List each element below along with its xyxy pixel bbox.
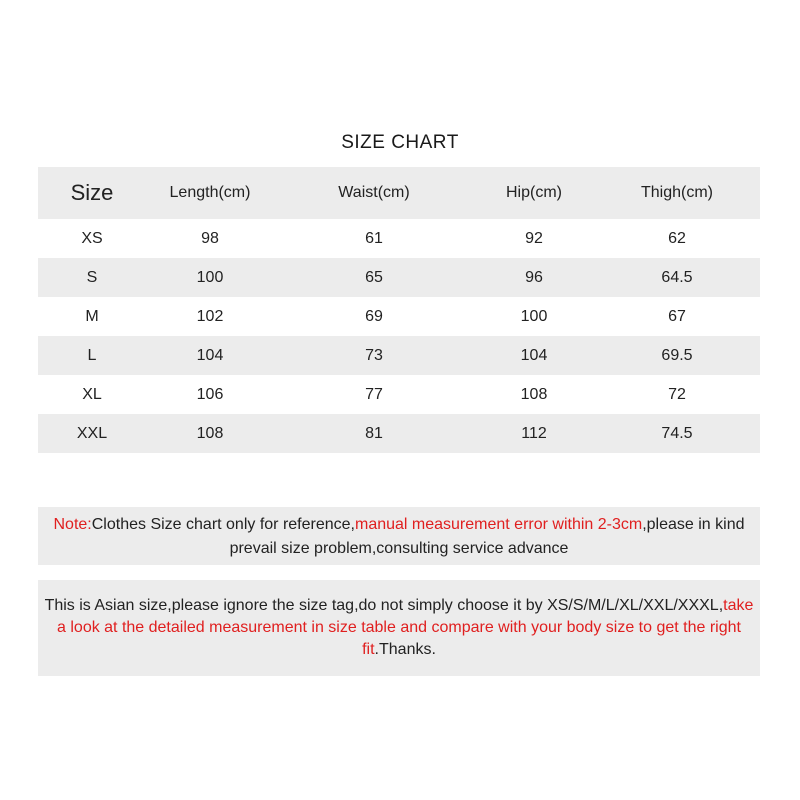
cell-size: XL [82,385,102,403]
cell-hip: 92 [525,229,543,247]
cell-size: XXL [76,424,108,442]
cell-thigh: 74.5 [661,424,693,442]
table-row [38,297,760,336]
cell-hip: 112 [521,424,547,442]
header-hip: Hip(cm) [506,184,562,201]
table-header-row [38,167,760,219]
cell-hip: 104 [520,346,548,364]
cell-size: S [86,268,98,286]
cell-thigh: 72 [668,385,686,403]
cell-thigh: 67 [668,307,686,325]
cell-waist: 65 [365,268,383,286]
note-highlight: manual measurement error within 2-3cm [354,516,643,533]
notice-text-end: .Thanks. [374,641,436,658]
notice-text: This is Asian size,please ignore the size tag,do not simply choose it by XS/S/M/L/XL/XXL/XXXL, [44,597,724,614]
cell-size: XS [81,229,103,247]
header-thigh: Thigh(cm) [640,184,713,201]
table-row [38,219,760,258]
cell-hip: 96 [525,268,543,286]
cell-length: 98 [201,229,219,247]
cell-thigh: 64.5 [661,268,693,286]
cell-thigh: 69.5 [661,346,693,364]
cell-waist: 73 [365,346,383,364]
table-row [38,414,760,453]
cell-length: 108 [196,424,224,442]
cell-hip: 108 [520,385,548,403]
cell-hip: 100 [520,307,548,325]
cell-waist: 81 [365,424,383,442]
measurement-note [38,507,760,565]
cell-waist: 77 [365,385,383,403]
header-waist: Waist(cm) [338,184,410,201]
cell-waist: 69 [365,307,383,325]
note-text: Clothes Size chart only for reference, [91,516,355,533]
table-row [38,375,760,414]
cell-length: 102 [196,307,224,325]
cell-thigh: 62 [668,229,686,247]
note-text-end: ,please in kind prevail size problem,consulting service advance [229,516,745,557]
cell-waist: 61 [365,229,383,247]
asian-size-notice [38,580,760,676]
cell-length: 100 [196,268,224,286]
size-table [38,167,760,453]
cell-size: L [87,346,97,364]
note-label: Note: [53,516,92,533]
header-size: Size [70,180,114,205]
cell-length: 106 [196,385,224,403]
page-title: SIZE CHART [341,132,459,153]
table-row [38,258,760,297]
cell-length: 104 [196,346,224,364]
header-length: Length(cm) [169,184,251,201]
cell-size: M [85,307,99,325]
table-row [38,336,760,375]
notice-highlight: take a look at the detailed measurement in size table and compare with your body size to get the right fit [57,597,754,658]
